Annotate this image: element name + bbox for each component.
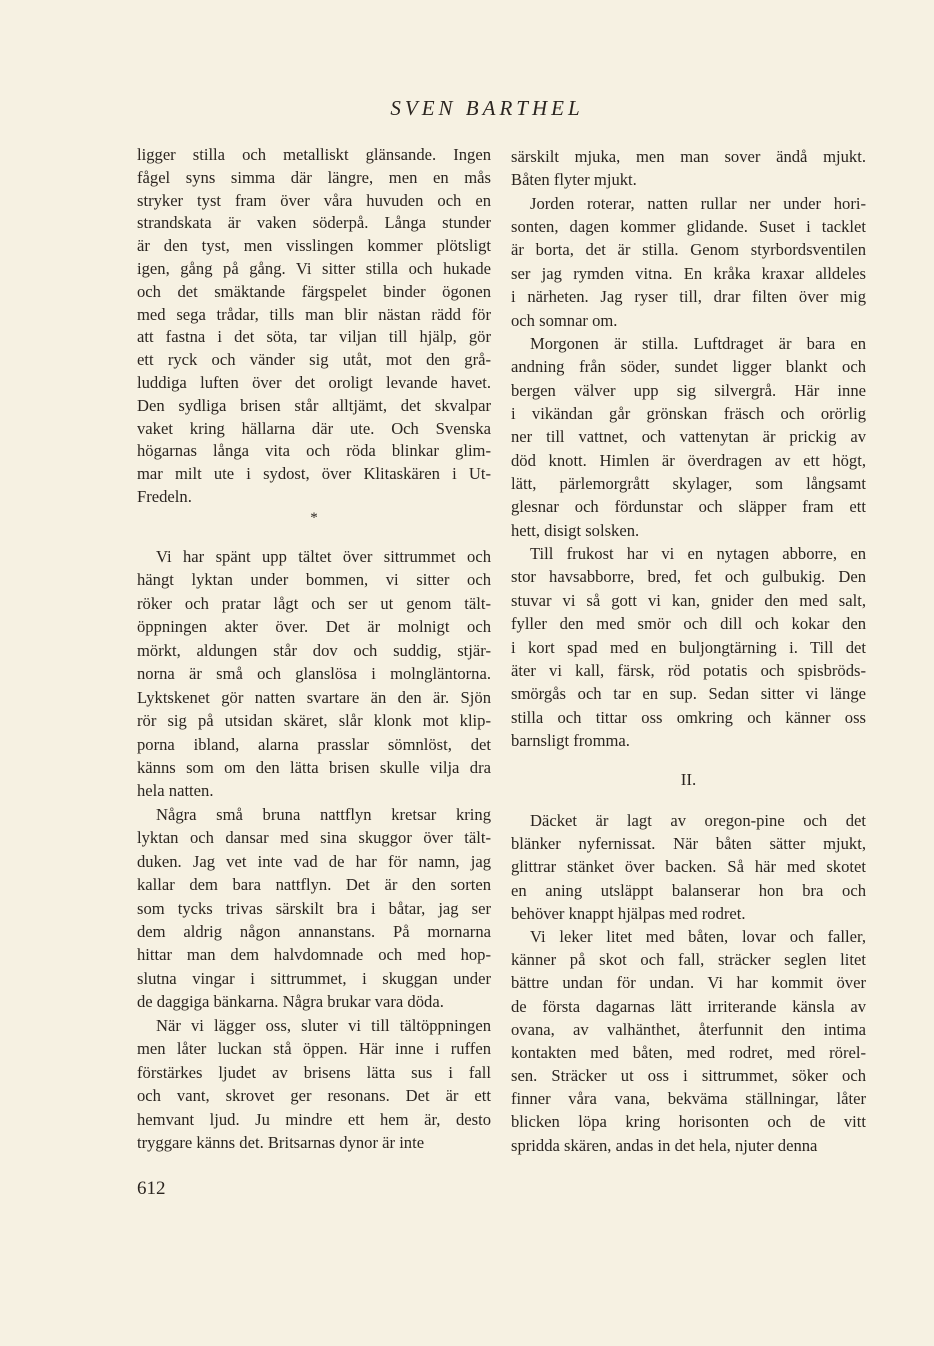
left-column-top [137,144,491,509]
text-line: hett, disigt solsken. [511,520,640,540]
text-line: spridda skären, andas in det hela, njuter denna [511,1135,818,1155]
paragraph [137,545,491,803]
text-line: känner på skot och fall, sträcker seglen litet [511,950,866,970]
text-line: strandskata är vaken söderpå. Långa stunder [137,213,491,233]
text-line: igen, gång på gång. Vi sitter stilla och hukade [137,258,491,278]
left-column-bottom [137,545,491,1154]
text-line: bergen välver upp sig silvergrå. Här inne [511,380,866,400]
paragraph [511,192,866,332]
text-line: stor havsabborre, bred, fet och gulbukig. Den [511,567,866,587]
text-line: röker och pratar lågt och ser ut genom tält- [137,593,491,613]
text-line: mar milt ute i sydost, över Klitaskären i Ut- [137,464,491,484]
text-line: lyktan och dansar med sina skuggor över tält- [137,828,491,848]
text-line: glittrar stänket över backen. Så här med skotet [511,857,866,877]
text-line: fyller den med smör och dill och kokar den [511,614,866,634]
text-line: äter vi kall, färsk, röd potatis och spisbröds- [511,660,866,680]
text-line: ovana, av valhänthet, återfunnit den intima [511,1019,866,1039]
text-line: Vi har spänt upp tältet över sittrummet och [156,547,491,566]
text-line: öppningen akter över. Det är molnigt och [137,617,491,637]
text-line: Jorden roterar, natten rullar ner under hori- [530,193,866,213]
text-line: förstärkes ljudet av brisens lätta sus i fall [137,1062,491,1082]
text-line: och vant, skrovet ger resonans. Det är ett [137,1086,491,1106]
text-line: särskilt mjuka, men man sover ändå mjukt. [511,147,866,166]
text-line: norna är små och glanslösa i molngläntorna. [137,664,491,684]
text-line: blicken löpa kring horisonten och de vitt [511,1112,866,1132]
text-line: Några små bruna nattflyn kretsar kring [156,804,491,824]
paragraph [511,542,866,752]
text-line: finner våra vana, bekväma ställningar, låter [511,1089,866,1109]
text-line: sen. Sträcker ut oss i sittrummet, söker och [511,1066,866,1086]
text-line: ett ryck och vänder sig utåt, mot den grå- [137,350,491,370]
text-line: hela natten. [137,781,214,801]
right-column-top [511,145,866,752]
text-line: stryker tyst fram över våra huvuden och en [137,190,491,210]
text-line: tryggare känns det. Britsarnas dynor är inte [137,1132,425,1152]
text-line: När vi lägger oss, sluter vi till tältöppningen [156,1015,491,1035]
text-line: som tycks trivas särskilt bra i båtar, jag ser [137,898,491,918]
text-line: i kort spad med en buljongtärning i. Till det [511,637,866,657]
text-line: blänker nyfernissat. När båten sätter mjukt, [511,834,866,854]
text-line: rör sig på utsidan skäret, slår klonk mot klip- [137,711,491,731]
text-line: de daggiga bänkarna. Några brukar vara döda. [137,992,444,1012]
text-line: bättre undan för undan. Vi har kommit över [511,973,866,993]
text-line: sonten, dagen kommer glidande. Suset i tacklet [511,217,866,237]
paragraph [137,803,491,1014]
text-line: andning från söder, sundet ligger blankt och [511,357,866,377]
text-line: och somnar om. [511,310,618,330]
text-line: porna ibland, alarna prasslar sömnlöst, det [137,734,491,754]
text-line: Lyktskenet gör natten svartare än den är. Sjön [137,687,491,707]
text-line: lätt, pärlemorgrått skylager, som långsamt [511,474,866,494]
text-line: Båten flyter mjukt. [511,170,637,190]
text-line: men låter luckan stå öppen. Här inne i ruffen [137,1039,491,1059]
text-line: en aning utsläppt balanserar hon bra och [511,880,866,900]
text-line: dem aldrig någon annanstans. På mornarna [137,922,491,941]
text-line: stuvar vi så gott vi kan, gnider den med salt, [511,590,866,610]
text-line: Den sydliga brisen står alltjämt, det skvalpar [137,395,491,415]
text-line: ligger stilla och metalliskt glänsande. Ingen [137,145,491,164]
text-line: död knott. Himlen är överdragen av ett högt, [511,450,866,470]
text-line: är den tyst, men visslingen kommer plötsligt [137,236,491,256]
text-line: högarnas långa vita och röda blinkar glim- [137,441,491,461]
text-line: kontakten med båten, med rodret, med rörel- [511,1042,866,1062]
text-line: är borta, det är stilla. Genom styrbordsventilen [511,240,866,260]
text-line: och det smäktande färgspelet binder ögonen [137,281,491,301]
text-line: luddiga luften över det oroligt levande havet. [137,372,491,392]
right-column-bottom [511,809,866,1157]
running-head: SVEN BARTHEL [390,96,584,120]
text-line: i närheten. Jag ryser till, drar filten över mig [511,287,866,307]
paragraph [137,1014,491,1155]
text-line: vaket kring hällarna där ute. Och Svenska [137,418,491,438]
text-line: Morgonen är stilla. Luftdraget är bara en [530,333,866,353]
text-line: hängt lyktan under bommen, vi sitter och [137,570,491,590]
text-line: hittar man dem halvdomnade och med hop- [137,945,491,965]
text-line: glesnar och fördunstar och släpper fram ett [511,497,866,517]
paragraph [511,925,866,1157]
text-line: Till frukost har vi en nytagen abborre, en [530,544,866,564]
section-separator: * [310,510,318,526]
text-line: känns som om den lätta brisen skulle vilja dra [137,757,491,777]
text-line: barnsligt fromma. [511,730,630,750]
text-line: hemvant ljud. Ju mindre ett hem är, desto [137,1109,491,1129]
text-line: stilla och tittar oss omkring och känner oss [511,707,866,727]
paragraph [137,144,491,509]
section-heading: II. [680,770,697,789]
text-line: smörgås och tar en sup. Sedan sitter vi länge [511,684,866,704]
text-line: behöver knappt hjälpas med rodret. [511,903,746,923]
text-line: duken. Jag vet inte vad de har för namn, jag [137,851,491,871]
text-line: fågel syns simma där längre, men en mås [137,167,491,187]
text-line: kallar dem bara nattflyn. Det är den sorten [137,875,491,895]
paragraph [511,145,866,192]
text-line: ner till vattnet, och vattenytan är prickig av [511,427,866,447]
text-line: mörkt, aldungen står dov och suddig, stjär- [137,640,491,660]
text-line: med sega trådar, tills man blir nästan rädd för [137,304,491,324]
text-line: att fastna i det söta, tar viljan till hjälp, gör [137,327,491,347]
text-line: ser jag rymden vitna. En kråka kraxar alldeles [511,263,866,283]
text-line: i vikändan går grönskan fräsch och orörlig [511,403,866,423]
text-line: Fredeln. [137,486,192,506]
paragraph [511,332,866,542]
text-line: slutna vingar i sittrummet, i skuggan under [137,968,491,988]
text-line: Vi leker litet med båten, lovar och faller, [530,926,866,946]
paragraph [511,809,866,925]
text-line: Däcket är lagt av oregon-pine och det [530,811,866,830]
text-line: de första dagarnas lätt irriterande känsla av [511,996,866,1016]
page-number: 612 [137,1178,166,1199]
